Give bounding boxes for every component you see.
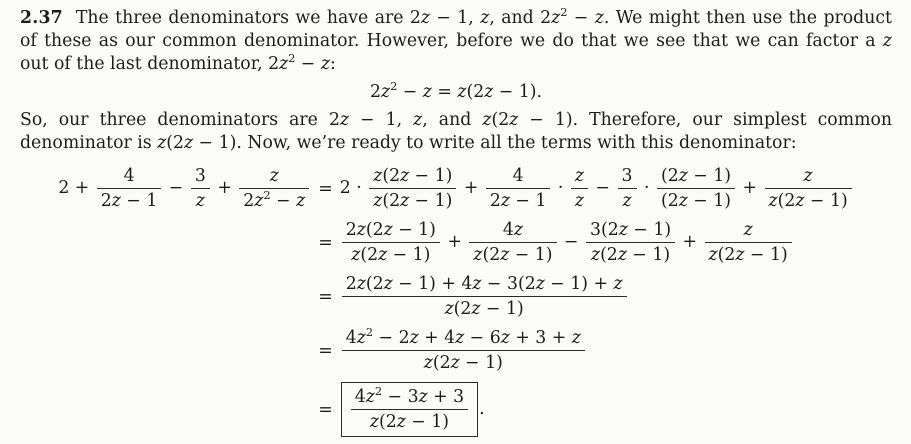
fraction-denominator: z (191, 188, 210, 211)
fraction-numerator: 4 (512, 166, 524, 186)
fraction-numerator: 4z (502, 220, 524, 240)
fraction-numerator: $4z^2 - 3z + 3$ (354, 384, 465, 407)
fraction-denominator: z(2z − 1) (705, 242, 792, 265)
equation-rhs (340, 382, 485, 437)
fraction (239, 166, 309, 211)
fraction-denominator: z(2z − 1) (369, 188, 456, 211)
fraction (705, 220, 792, 265)
fraction-numerator: (2z − 1) (660, 166, 732, 186)
fraction-denominator: z(2z − 1) (586, 242, 675, 265)
fraction-numerator: z (269, 166, 279, 186)
fraction-denominator: z(2z − 1) (469, 242, 556, 265)
fraction-numerator: 3 (621, 166, 633, 186)
fraction-denominator: z(2z − 1) (342, 242, 440, 265)
math-text: − (590, 178, 616, 198)
fraction-numerator: z (743, 220, 753, 240)
equals-sign: = (318, 399, 333, 420)
display-equation: $2z^2 - z = z(2z - 1)$. (369, 79, 543, 102)
fraction-denominator: $2z^2 - z$ (239, 188, 309, 211)
math-text: + (211, 178, 238, 198)
fraction (657, 166, 735, 211)
boxed-final-answer (341, 382, 478, 437)
fraction (342, 325, 585, 373)
equation-rhs (340, 166, 854, 211)
fraction-numerator: 2z(2z − 1) + 4z − 3(2z − 1) + z (345, 274, 623, 294)
fraction-denominator: z(2z − 1) (351, 409, 468, 432)
math-text: − (163, 178, 189, 198)
equals-sign: = (318, 232, 333, 253)
fraction-numerator: z (574, 166, 585, 186)
fraction (351, 384, 468, 432)
solution-paragraph-2: So, our three denominators are 2z − 1, z, and z(2z − 1). Therefore, our simplest common denominator is z(2z − 1). Now, we’re ready to write all the terms with this denominator: (20, 110, 893, 153)
fraction (469, 220, 556, 265)
fraction-denominator: 2z − 1 (486, 188, 551, 211)
fraction-denominator: z(2z − 1) (765, 188, 852, 211)
fraction-numerator: 4 (123, 166, 135, 186)
fraction-denominator: z(2z − 1) (342, 296, 627, 319)
fraction-denominator: z(2z − 1) (342, 350, 585, 373)
fraction-denominator: z (618, 188, 637, 211)
fraction-denominator: (2z − 1) (657, 188, 735, 211)
fraction-numerator: 3(2z − 1) (590, 220, 672, 240)
fraction-numerator: z(2z − 1) (373, 166, 453, 186)
solution-paragraph-1 (20, 7, 892, 76)
equation-rhs (340, 325, 587, 373)
math-text: + (441, 232, 468, 252)
math-text: + (458, 178, 484, 198)
equals-sign: = (318, 286, 333, 307)
math-text: · (552, 178, 569, 198)
fraction (571, 166, 588, 211)
equals-sign: = (318, 178, 333, 199)
math-text: . (479, 399, 485, 419)
fraction (765, 166, 852, 211)
math-text: 2 · (339, 178, 368, 198)
fraction-numerator: z (803, 166, 813, 186)
equation-lhs (58, 166, 311, 211)
aligned-equation-block (20, 166, 892, 437)
fraction (618, 166, 637, 211)
fraction (342, 274, 627, 319)
math-text: · (638, 178, 655, 198)
math-text: 2 + (58, 178, 95, 198)
problem-number: 2.37 (20, 8, 63, 28)
math-text: + (677, 232, 703, 252)
fraction (191, 166, 210, 211)
fraction (586, 220, 675, 265)
math-text: − (558, 232, 585, 252)
fraction (486, 166, 551, 211)
equals-sign: = (318, 340, 333, 361)
equation-rhs (340, 220, 794, 265)
fraction-denominator: z (571, 188, 588, 211)
fraction-denominator: 2z − 1 (97, 188, 162, 211)
math-text: + (737, 178, 763, 198)
fraction-numerator: $4z^2 - 2z + 4z - 6z + 3 + z$ (345, 325, 581, 348)
fraction (97, 166, 162, 211)
fraction-numerator: 3 (194, 166, 206, 186)
fraction-numerator: 2z(2z − 1) (345, 220, 436, 240)
fraction (369, 166, 456, 211)
fraction (342, 220, 440, 265)
equation-rhs (340, 274, 629, 319)
paragraph-1-text: The three denominators we have are 2z − 1, z, and $2z^2 - z$. We might then use the product of these as our common denominator. However, before we do that we see that we can factor a z out of the last denominator, $2z^2 - z$: (20, 5, 892, 74)
